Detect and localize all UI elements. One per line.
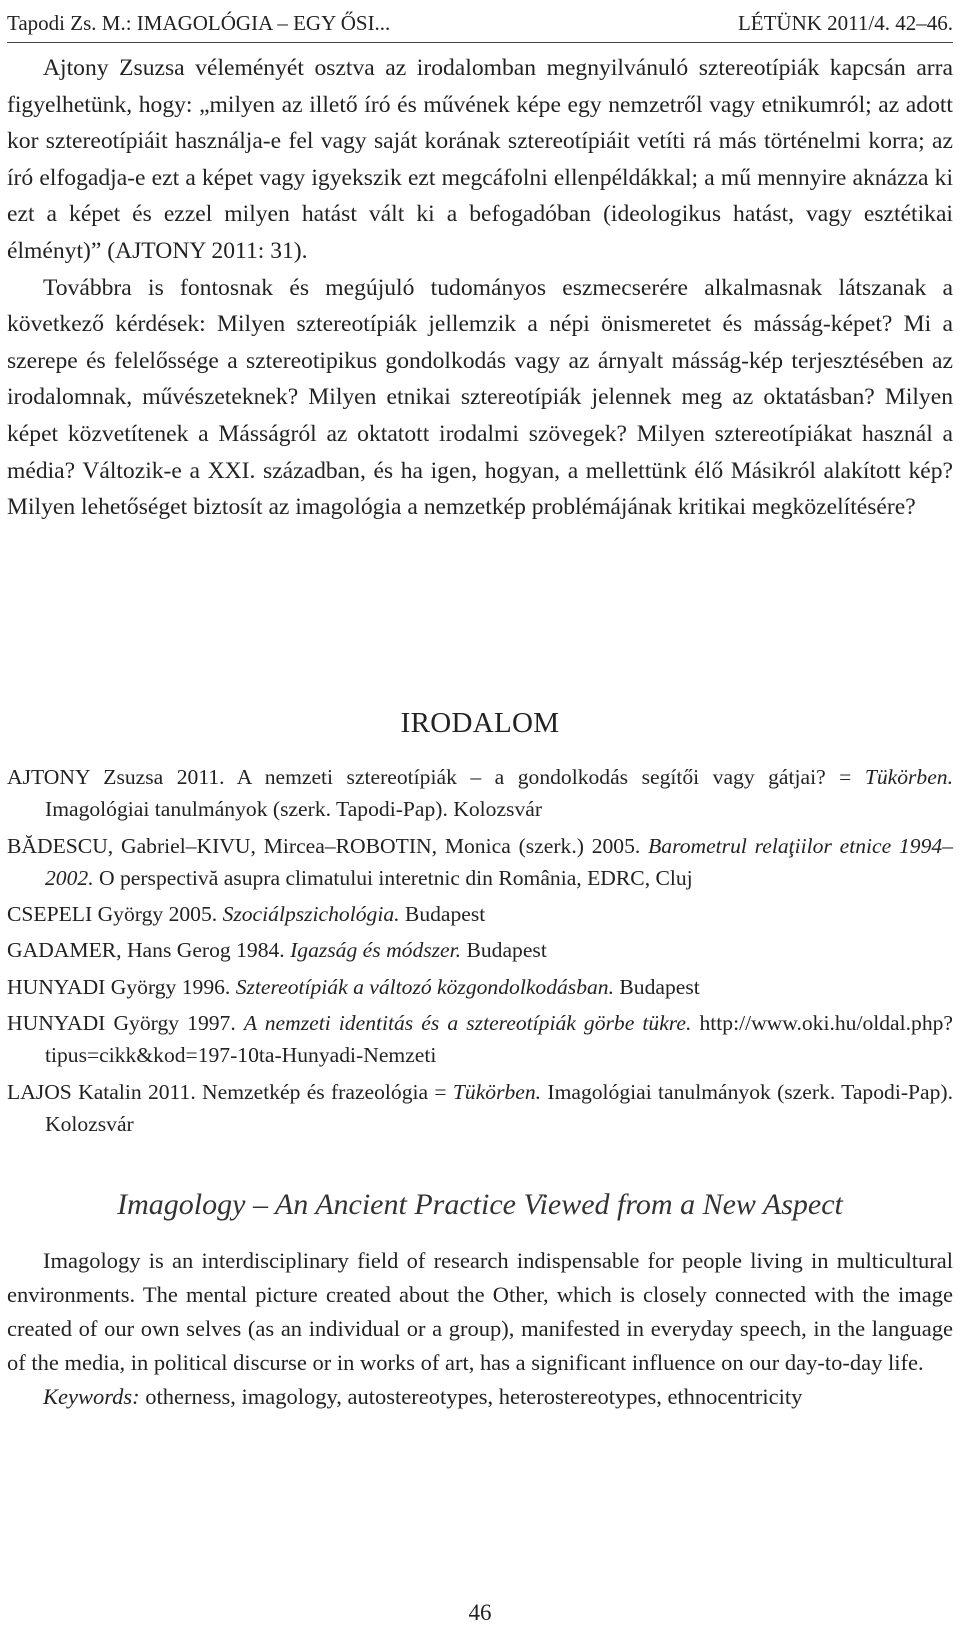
reference-item: HUNYADI György 1996. Sztereotípiák a változó közgondolkodásban. Budapest	[7, 974, 700, 999]
abstract	[7, 1244, 953, 1414]
body-paragraph: Továbbra is fontosnak és megújuló tudományos eszmecserére alkalmasnak látszanak a következő kérdések: Milyen sztereotípiák jellemzik a népi önismeretet és másság-képet? Mi a szerepe és felelőssége a sztereotipikus gondolkodás vagy az árnyalt másság-kép terjesztésében az irodalomnak, művészeteknek? Milyen etnikai sztereotípiák jelennek meg az oktatásban? Milyen képet közvetítenek a Másságról az oktatott irodalmi szövegek? Milyen sztereotípiákat használ a média? Változik-e a XXI. században, és ha igen, hogyan, a mellettünk élő Másikról alakított kép? Milyen lehetőséget biztosít az imagológia a nemzetkép problémájának kritikai megközelítésére?	[7, 274, 953, 521]
body-text	[7, 50, 953, 526]
reference-item: CSEPELI György 2005. Szociálpszichológia. Budapest	[7, 902, 486, 927]
header-journal-citation: LÉTÜNK 2011/4. 42–46.	[737, 11, 953, 35]
page-number: 46	[468, 1600, 492, 1625]
reference-item: GADAMER, Hans Gerog 1984. Igazság és módszer. Budapest	[7, 938, 547, 963]
page	[7, 0, 953, 1639]
abstract-title: Imagology – An Ancient Practice Viewed from a New Aspect	[117, 1188, 843, 1221]
reference-list	[7, 761, 953, 1144]
header-author-title: Tapodi Zs. M.: IMAGOLÓGIA – EGY ŐSI...	[7, 11, 391, 35]
references-heading: IRODALOM	[400, 707, 560, 739]
keywords-list: otherness, imagology, autostereotypes, heterostereotypes, ethnocentricity	[139, 1383, 803, 1409]
reference-item: BĂDESCU, Gabriel–KIVU, Mircea–ROBOTIN, Monica (szerk.) 2005. Barometrul relaţiilor etnice 1994–2002. O perspectivă asupra climatului interetnic din România, EDRC, Cluj	[7, 833, 953, 890]
body-paragraph: Ajtony Zsuzsa véleményét osztva az irodalomban megnyilvánuló sztereotípiák kapcsán arra figyelhetünk, hogy: „milyen az illető író és művének képe egy nemzetről vagy etnikumról; az adott kor sztereotípiáit használja-e fel vagy saját korának sztereotípiáit vetíti rá más történelmi korra; az író elfogadja-e ezt a képet vagy igyekszik ezt megcáfolni ellenpéldákkal; a mű mennyire aknázza ki ezt a képet és ezzel milyen hatást vált ki a befogadóban (ideologikus hatást, vagy esztétikai élményt)” (AJTONY 2011: 31).	[7, 55, 953, 264]
keywords-label: Keywords:	[43, 1383, 140, 1409]
running-header	[7, 8, 953, 43]
reference-item: AJTONY Zsuzsa 2011. A nemzeti sztereotípiák – a gondolkodás segítői vagy gátjai? = Tükörben. Imagológiai tanulmányok (szerk. Tapodi-Pap). Kolozsvár	[7, 765, 953, 822]
reference-item: HUNYADI György 1997. A nemzeti identitás és a sztereotípiák görbe tükre. http://www.oki.hu/oldal.php?tipus=cikk&kod=197-10ta-Hunyadi-Nemzeti	[7, 1011, 953, 1068]
abstract-text: Imagology is an interdisciplinary field of research indispensable for people living in multicultural environments. The mental picture created about the Other, which is closely connected with the image created of our own selves (as an individual or a group), manifested in everyday speech, in the language of the media, in political discurse or in works of art, has a significant influence on our day-to-day life.	[7, 1248, 953, 1375]
reference-item: LAJOS Katalin 2011. Nemzetkép és frazeológia = Tükörben. Imagológiai tanulmányok (szerk. Tapodi-Pap). Kolozsvár	[7, 1079, 953, 1136]
keywords-line	[7, 1380, 953, 1414]
